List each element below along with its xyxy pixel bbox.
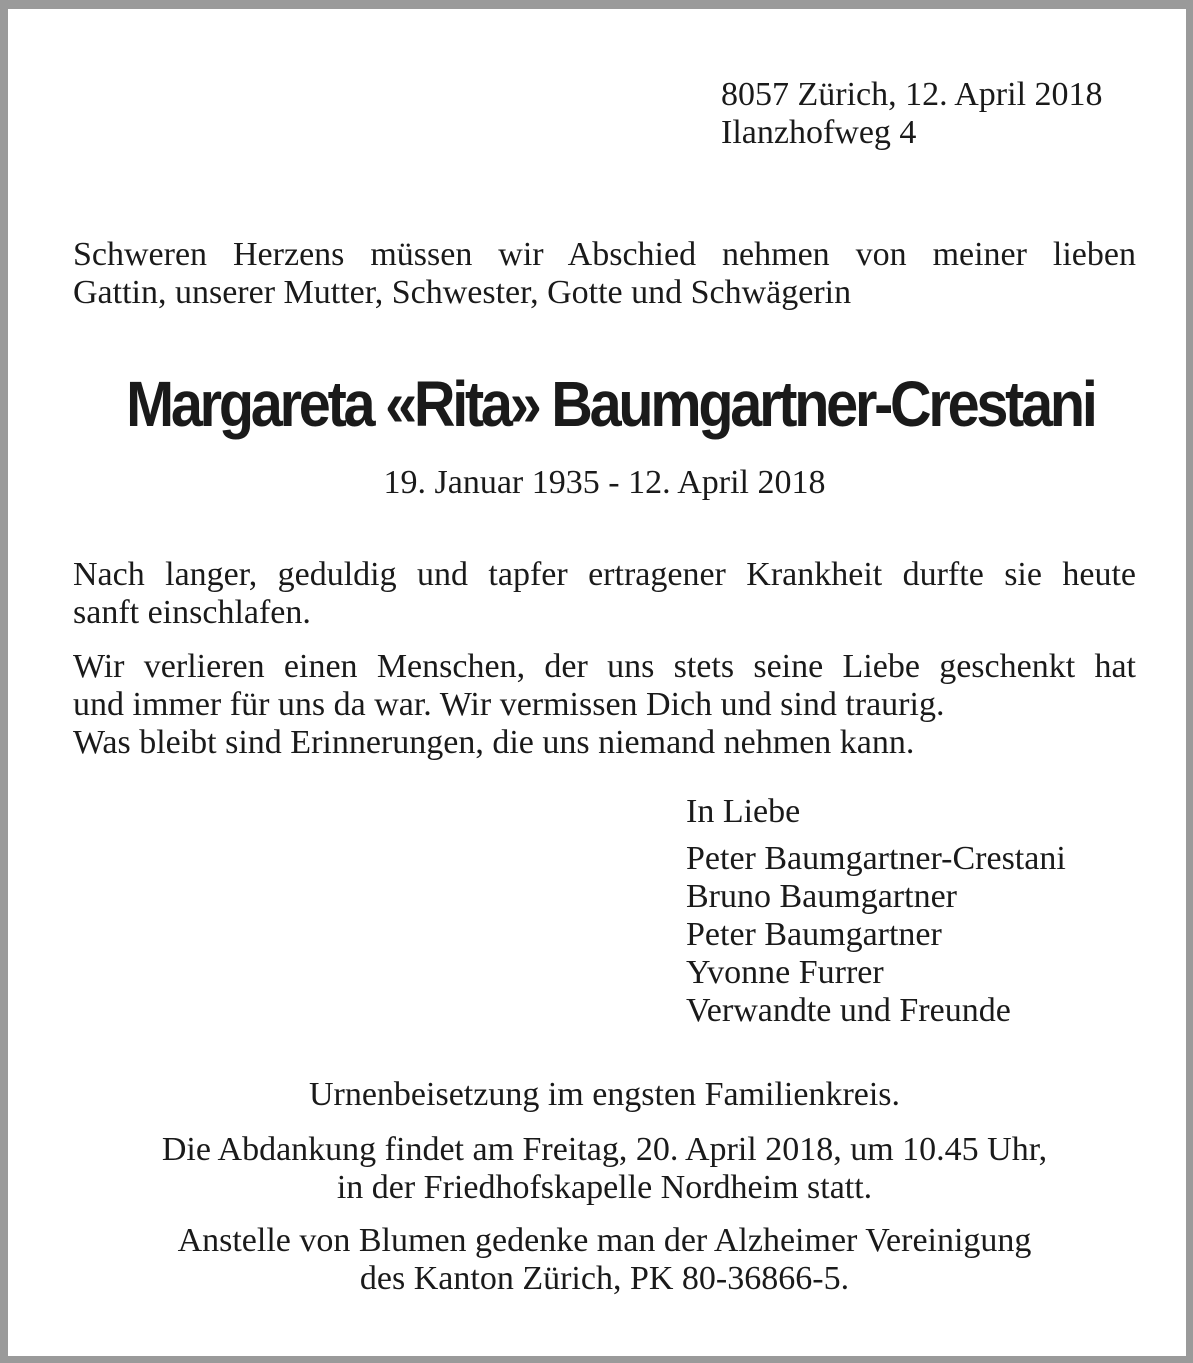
mourner-name: Yvonne Furrer xyxy=(686,954,884,991)
burial-notice xyxy=(8,1076,1193,1114)
donation-notice xyxy=(8,1222,1193,1298)
paragraph-line: Was bleibt sind Erinnerungen, die uns niemand nehmen kann. xyxy=(73,724,915,761)
intro-line: Gattin, unserer Mutter, Schwester, Gotte und Schwägerin xyxy=(73,274,852,311)
location-date: 8057 Zürich, 12. April 2018 xyxy=(721,76,1103,113)
mourner-name: Peter Baumgartner xyxy=(686,916,942,953)
street-address: Ilanzhofweg 4 xyxy=(721,114,917,151)
donation-line: des Kanton Zürich, PK 80-36866-5. xyxy=(359,1260,850,1297)
burial-line: Urnenbeisetzung im engsten Familienkreis. xyxy=(308,1076,901,1113)
paragraph-line: Wir verlieren einen Menschen, der uns stets seine Liebe geschenkt hat xyxy=(73,648,1136,685)
service-line: Die Abdankung findet am Freitag, 20. April 2018, um 10.45 Uhr, xyxy=(161,1131,1048,1168)
intro-text xyxy=(73,236,1136,312)
mourner-name: Verwandte und Freunde xyxy=(686,992,1011,1029)
mourner-name: Peter Baumgartner-Crestani xyxy=(686,840,1066,877)
service-notice xyxy=(8,1131,1193,1207)
paragraph-line: sanft einschlafen. xyxy=(73,594,311,631)
mourner-name: Bruno Baumgartner xyxy=(686,878,957,915)
paragraph-line: und immer für uns da war. Wir vermissen Dich und sind traurig. xyxy=(73,686,945,723)
intro-line: Schweren Herzens müssen wir Abschied nehmen von meiner lieben xyxy=(73,236,1136,273)
donation-line: Anstelle von Blumen gedenke man der Alzheimer Vereinigung xyxy=(177,1222,1032,1259)
deceased-name: Margareta «Rita» Baumgartner-Crestani xyxy=(126,368,1095,440)
sender-address xyxy=(721,76,1103,152)
life-dates: 19. Januar 1935 - 12. April 2018 xyxy=(383,464,826,501)
signature-block xyxy=(686,793,1066,1030)
service-line: in der Friedhofskapelle Nordheim statt. xyxy=(336,1169,873,1206)
paragraph-remembrance xyxy=(73,648,1136,762)
paragraph-line: Nach langer, geduldig und tapfer ertragener Krankheit durfte sie heute xyxy=(73,556,1136,593)
closing-phrase: In Liebe xyxy=(686,793,801,830)
paragraph-illness xyxy=(73,556,1136,632)
